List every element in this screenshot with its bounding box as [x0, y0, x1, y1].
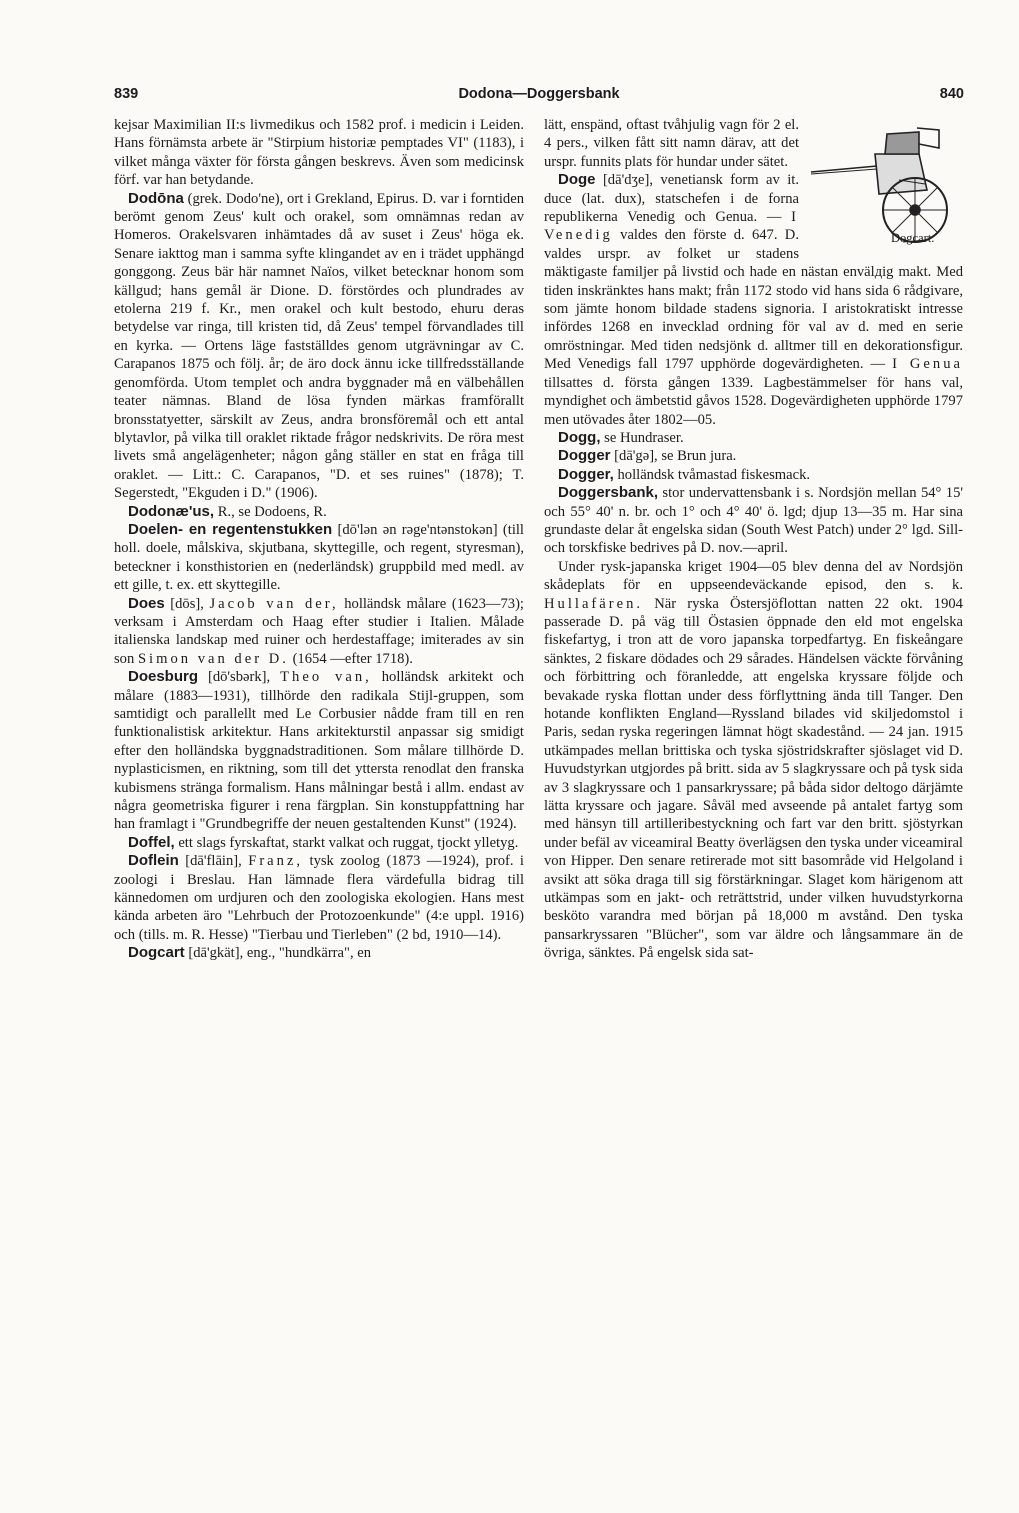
running-title: Dodona—Doggersbank	[458, 86, 620, 102]
entry-dogger-1: Dogger [dā'gə], se Brun jura.	[558, 447, 737, 465]
headword: Dogcart	[128, 944, 185, 962]
headword: Dodōna	[128, 189, 184, 207]
left-column	[114, 116, 524, 963]
entry-doggersbank: Doggersbank, stor undervattensbank i s. Nordsjön mellan 54° 15' och 55° 40' n. br. och 1° och 4° 40' ö. lgd; djup 13—35 m. Har sina grundaste delar åt engelska sidan (South West Patch) under 2° lgd. Sill- och torskfiske bedrives på D. nov.—april.	[544, 484, 963, 557]
dogcart-illustration	[807, 114, 963, 260]
entry-dodonaeus: Dodonæ'us, R., se Dodoens, R.	[128, 502, 327, 520]
entry-dodonaeus-cont: kejsar Maximilian II:s livmedikus och 1582 prof. i medicin i Leiden. Hans förnämsta arbete är "Stirpium historiæ pemptades VI" (1183), i vilket många växter för första gången beskrevs. Även som medicinsk förf. var han betydande.	[114, 117, 524, 189]
right-column	[544, 116, 963, 963]
headword: Doffel,	[128, 833, 175, 851]
headword: Doge	[558, 171, 596, 189]
headword: Dogger	[558, 447, 611, 465]
entry-doggersbank-history: Under rysk-japanska kriget 1904—05 blev denna del av Nordsjön skådeplats för en uppseendeväckande episod, den s. k. Hullafären. När ryska Östersjöflottan natten 22 okt. 1904 passerade D. på väg till Östasien öppnade den eld mot engelska fiskefartyg, i tron att de voro japanska torpedfartyg. En fiskeångare sänktes, 2 fiskare dödades och 29 sårades. Händelsen väckte förvåning och förbittring och föranledde, att engelska kryssare följde och bevakade ryska flottan under dess förflyttning ända till Tanger. Den hotande konflikten England—Ryssland bilades vid skiljedomstol i Paris, sedan ryska regeringen lämnat högt skadestånd. — 24 jan. 1915 utkämpades mellan brittiska och tyska sjöstridskrafter sjöslaget vid D. Huvudstyrkan utgjordes på britt. sida av 5 slagkryssare och på tysk sida av 3 slagkryssare och 1 pansarkryssare; på båda sidor deltogo därjämte lätta kryssare och jagare. Såväl med avseende på antalet fartyg som med hänsyn till artilleribestyckning och fart var den britt. sjöstyrkan under befäl av viceamiral Beatty överlägsen den tyska under viceamiral von Hipper. Den senare retirerade mot sitt basområde vid Helgoland i avsikt att söka draga till sig förstärkningar. Slaget kom härigenom att utkämpas som en jakt- och reträttstrid, under vilken huvudstyrkorna besköto varandra med början på 18,000 m avstånd. Den tyska pansarkryssaren "Blücher", som var äldre och långsammare än de övriga, sänktes. På engelsk sida sat-	[544, 558, 963, 962]
entry-doesburg: Doesburg [dō'sbərk], Theo van, holländsk arkitekt och målare (1883—1931), tillhörde den radikala Stijl-gruppen, som samtidigt och parallellt med Le Corbusier nådde fram till en ren funktionalistisk arkitektur. Hans arkitekturstil anpassar sig smidigt efter den holländska byggnadstraditionen. Som målare tillhörde D. nyplasticismen, en riktning, som till det yttersta renodlat den franska kubismens stränga formalism. Hans målningar bestå i allm. endast av några geometriska figurer i rena färgplan. Sin konstuppfattning har han framlagt i "Grundbegriffe der neuen gestaltenden Kunst" (1924).	[114, 668, 525, 833]
headword: Doggersbank,	[558, 484, 659, 502]
headword: Dodonæ'us,	[128, 502, 215, 520]
entry-doelen: Doelen- en regentenstukken [dō'lən ən rəge'ntənstokən] (till holl. doele, målskiva, skjutbana, skyttegille, och regent, styresman), beteckner i konsthistorien en (nederländsk) gruppbild med medl. av ett gille, t. ex. ett skyttegille.	[114, 520, 524, 594]
page-number-right: 840	[939, 86, 964, 102]
entry-dogg: Dogg, se Hundraser.	[558, 428, 684, 446]
entry-dogcart: Dogcart [dā'gkät], eng., "hundkärra", en	[128, 944, 372, 962]
headword: Does	[128, 594, 165, 612]
page-header	[114, 86, 964, 110]
figure-caption: Dogcart.	[891, 231, 935, 245]
entry-dogcart-cont: lätt, enspänd, oftast tvåhjulig vagn för 2 el. 4 pers., vilken fått sitt namn därav, att det urspr. funnits plats för hundar under sätet.	[544, 117, 799, 170]
headword: Dogger,	[558, 465, 614, 483]
entry-doflein: Doflein [dā'flāin], Franz, tysk zoolog (1873 —1924), prof. i zoologi i Breslau. Han lämnade flera värdefulla bidrag till kännedomen om urdjuren och den zoologiska ekologien. Hans mest kända arbeten äro "Lehrbuch der Protozoenkunde" (4:e uppl. 1916) och (tills. m. R. Hesse) "Tierbau und Tierleben" (2 bd, 1910—14).	[114, 852, 524, 943]
entry-does: Does [dōs], Jacob van der, holländsk målare (1623—73); verksam i Amsterdam och Haag efter studier i Italien. Målade italienska landskap med ruiner och herdestaffage; imiterades av sin son Simon van der D. (1654 —efter 1718).	[114, 594, 524, 667]
entry-doffel: Doffel, ett slags fyrskaftat, starkt valkat och ruggat, tjockt ylletyg.	[128, 833, 519, 851]
headword: Dogg,	[558, 428, 601, 446]
page-number-left: 839	[114, 86, 139, 102]
dogcart-drawing	[807, 114, 963, 260]
headword: Doelen- en regentenstukken	[128, 520, 333, 538]
entry-dodona: Dodōna (grek. Dodo'ne), ort i Grekland, Epirus. D. var i forntiden berömt genom Zeus' kult och orakel, som omnämnas redan av Homeros. Orakelsvaren inhämtades då av suset i Zeus' höga ek. Senare iakttog man i samma syfte klingandet av en i trädet upphängd gonggong. Zeus bär här namnet Naïos, vilket betecknar honom som källgud; hans gemål är Dione. D. förstördes och plundrades av etolerna 219 f. Kr., men orakel och kult bestodo, ehuru deras betydelse var ringa, till kristen tid, då Zeus' tempel förvandlades till en kyrka. — Ortens läge fastställdes genom utgrävningar av C. Carapanos 1875 och följ. år; de äro dock ännu icke tillfredsställande genomförda. Utom templet och andra byggnader må en välbehållen teater nämnas. Bland de lösa fynden märkas framförallt bronsstatyetter, särskilt av Zeus, andra bronsföremål och ett antal blytavlor, på vilka till oraklet riktade frågor nedskrivits. De röra mest livets små angelägenheter; någon gång ställer en stat en fråga till oraklet. — Litt.: C. Carapanos, "D. et ses ruines" (1878); T. Segerstedt, "Ekguden i D." (1906).	[114, 189, 524, 502]
entry-dogger-2: Dogger, holländsk tvåmastad fiskesmack.	[558, 465, 811, 483]
headword: Doesburg	[128, 668, 199, 686]
entry-doge: Doge [dā'dʒe], venetiansk form av it. duce (lat. dux), statschefen i de forna republikerna Venedig och Genua. — I Venedig valdes den förste d. 647. D. valdes urspr. av folket ur stadens mäktigaste familjer på livstid och hade en nästan envälдig makt. Med tiden inskränktes hans makt; från 1172 stodo vid hans sida 6 rådgivare, som jämte honom bildade stadens signoria. I aristokratiskt intresse infördes 1268 en invecklad ordning för val av d. med en serie omröstningar. Med tiden nedsjönk d. alltmer till en dekorationsfigur. Med Venedigs fall 1797 upphörde dogevärdigheten. — I Genua tillsattes d. första gången 1339. Lagbestämmelser för hans val, myndighet och ämbetstid gåvos 1528. Dogevärdigheten upphörde 1797 men utövades åter 1802—05.	[544, 171, 963, 428]
headword: Doflein	[128, 852, 179, 870]
